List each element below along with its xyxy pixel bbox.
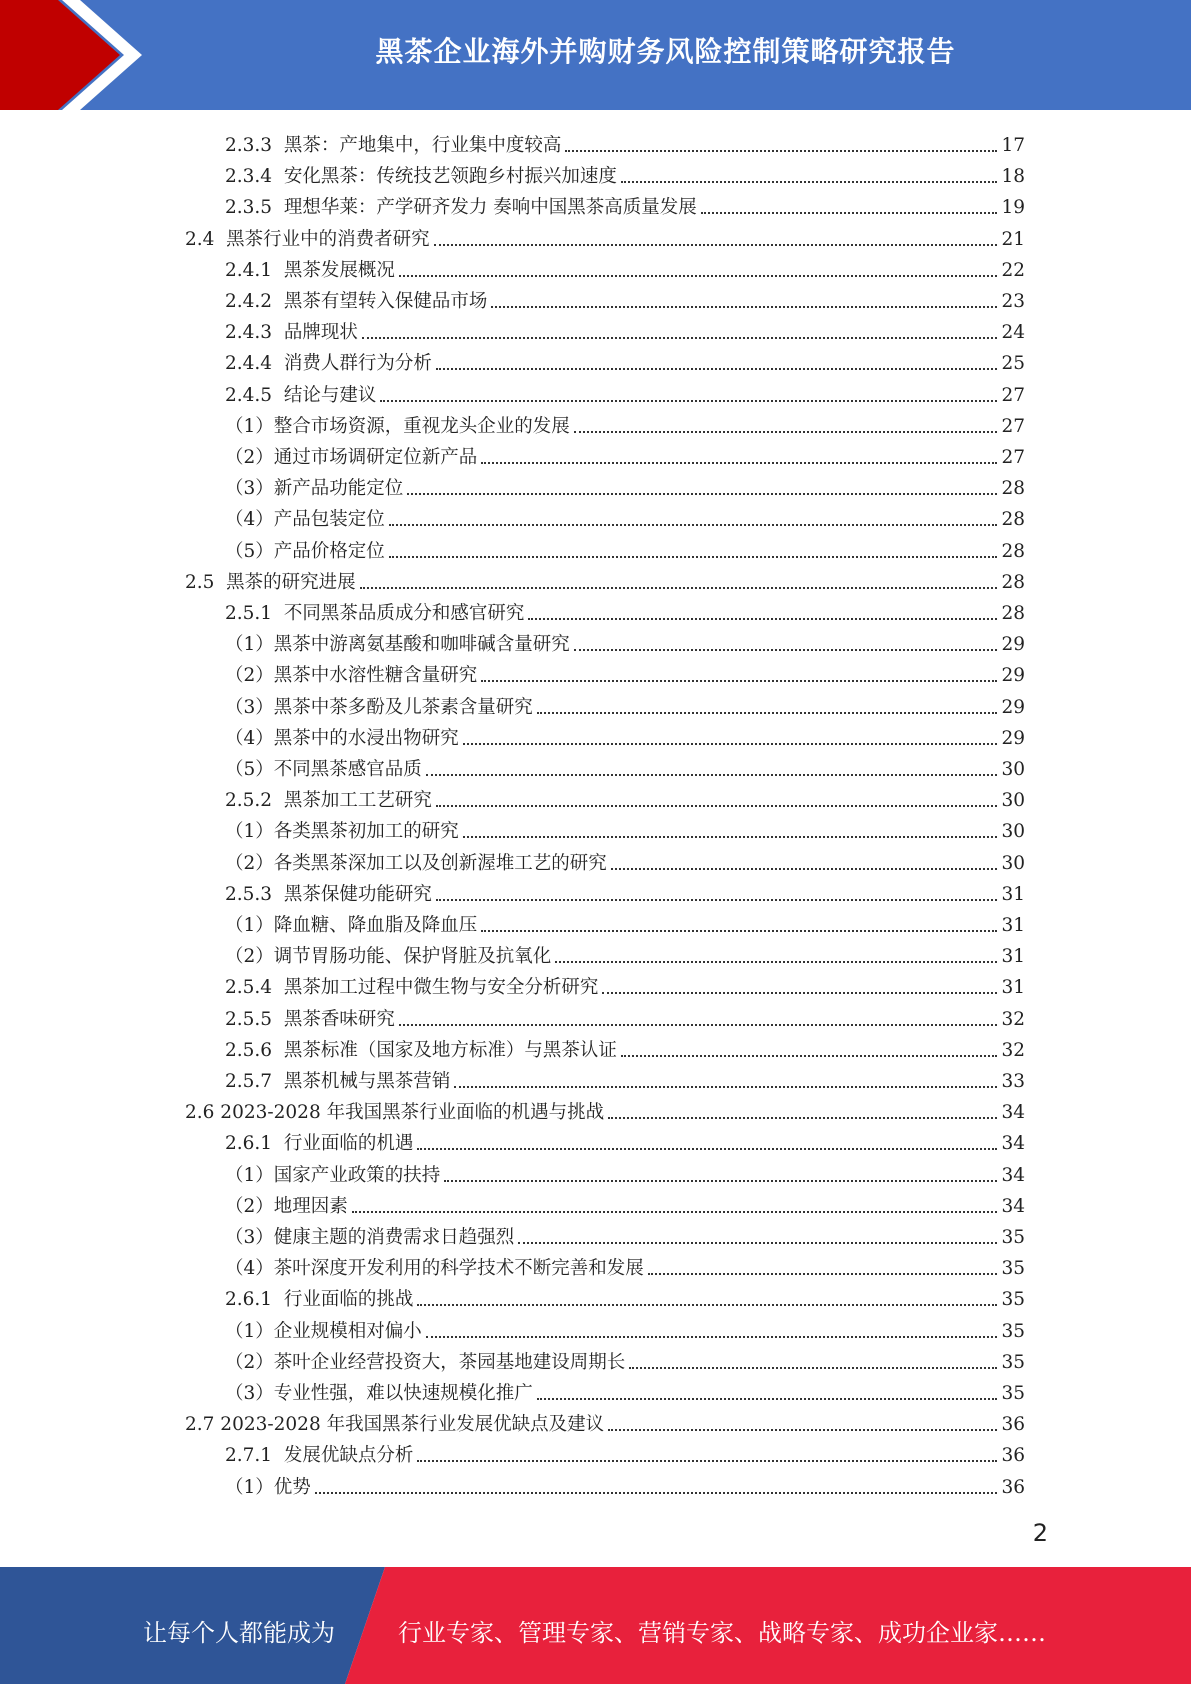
toc-dot-leader [389,523,998,526]
toc-entry[interactable] [225,1344,1025,1375]
toc-dot-leader [481,679,997,682]
toc-dot-leader [389,555,998,558]
toc-entry-label: 2.5.2 黑茶加工工艺研究 [225,790,432,812]
toc-entry-page: 17 [1001,135,1025,156]
toc-entry-label: （1）降血糖、降血脂及降血压 [225,915,478,936]
toc-entry-page: 23 [1001,291,1025,312]
toc-entry-page: 36 [1001,1476,1025,1498]
toc-entry[interactable] [225,751,1025,782]
toc-entry[interactable] [225,345,1025,376]
toc-entry-page: 28 [1001,540,1025,562]
toc-entry[interactable] [225,1063,1025,1094]
footer-slogan-left: 让每个人都能成为 [143,1619,335,1647]
toc-dot-leader [491,305,997,308]
toc-entry-label: 2.4.5 结论与建议 [225,384,377,406]
toc-dot-leader [621,1054,998,1057]
toc-entry[interactable] [225,1437,1025,1468]
toc-entry[interactable] [185,1094,1025,1125]
toc-entry-page: 21 [1001,228,1025,250]
toc-entry-page: 18 [1001,166,1025,188]
toc-entry-page: 27 [1001,415,1025,437]
toc-entry-page: 29 [1001,665,1025,687]
toc-entry[interactable] [225,595,1025,626]
toc-entry-label: （1）国家产业政策的扶持 [225,1164,441,1186]
toc-entry-page: 31 [1001,915,1025,936]
toc-entry[interactable] [225,377,1025,408]
toc-entry-label: 2.7.1 发展优缺点分析 [225,1445,414,1467]
toc-entry-page: 29 [1001,727,1025,749]
toc-entry-page: 27 [1001,384,1025,406]
toc-entry-label: 2.4.2 黑茶有望转入保健品市场 [225,291,488,312]
toc-dot-leader [417,1459,997,1462]
toc-dot-leader [444,1179,997,1182]
toc-entry-page: 31 [1001,883,1025,905]
toc-entry[interactable] [225,1313,1025,1344]
toc-entry-label: （3）健康主题的消费需求日趋强烈 [225,1227,515,1248]
page-header [0,0,1191,110]
toc-entry-label: 2.4 黑茶行业中的消费者研究 [185,228,430,250]
toc-entry-page: 31 [1001,977,1025,999]
toc-entry[interactable] [225,189,1025,220]
toc-entry[interactable] [225,408,1025,439]
toc-entry-page: 35 [1001,1351,1025,1373]
toc-entry-label: 2.5.3 黑茶保健功能研究 [225,883,432,905]
toc-entry[interactable] [225,720,1025,751]
toc-entry-label: （2）茶叶企业经营投资大，茶园基地建设周期长 [225,1351,626,1373]
toc-entry[interactable] [225,127,1025,158]
toc-entry-page: 22 [1001,259,1025,281]
toc-entry-label: （2）调节胃肠功能、保护肾脏及抗氧化 [225,946,552,968]
report-title: 黑茶企业海外并购财务风险控制策略研究报告 [375,35,956,68]
toc-entry[interactable] [225,907,1025,938]
toc-dot-leader [463,742,998,745]
toc-dot-leader [380,399,997,402]
toc-dot-leader [555,960,997,963]
footer-slogan-right: 行业专家、管理专家、营销专家、战略专家、成功企业家…… [398,1619,1046,1647]
toc-entry-page: 34 [1001,1102,1025,1124]
toc-entry[interactable] [225,689,1025,720]
toc-entry-page: 19 [1001,197,1025,219]
toc-entry[interactable] [225,1125,1025,1156]
toc-entry-page: 25 [1001,353,1025,375]
toc-dot-leader [611,867,998,870]
toc-entry[interactable] [225,813,1025,844]
toc-dot-leader [574,430,998,433]
toc-dot-leader [399,1023,998,1026]
toc-entry-page: 35 [1001,1227,1025,1248]
toc-entry-label: （4）产品包装定位 [225,509,385,531]
toc-dot-leader [315,1491,998,1494]
toc-dot-leader [434,243,998,246]
toc-entry-page: 35 [1001,1383,1025,1404]
toc-dot-leader [436,367,998,370]
toc-entry-label: 2.3.5 理想华莱：产学研齐发力 奏响中国黑茶高质量发展 [225,197,697,219]
toc-dot-leader [454,1085,997,1088]
toc-dot-leader [417,1147,997,1150]
toc-entry-page: 33 [1001,1071,1025,1092]
toc-dot-leader [537,711,998,714]
toc-entry-page: 34 [1001,1133,1025,1155]
toc-entry-label: 2.6.1 行业面临的挑战 [225,1289,414,1311]
toc-dot-leader [608,1116,997,1119]
toc-entry-page: 34 [1001,1164,1025,1186]
toc-entry[interactable] [225,501,1025,532]
toc-entry[interactable] [185,1406,1025,1437]
toc-entry-page: 35 [1001,1289,1025,1311]
toc-dot-leader [481,461,997,464]
toc-entry-page: 30 [1001,821,1025,843]
toc-entry[interactable] [225,439,1025,470]
toc-dot-leader [362,336,998,339]
toc-dot-leader [426,773,998,776]
toc-entry-page: 36 [1001,1445,1025,1467]
toc-entry-label: （1）优势 [225,1476,311,1498]
toc-dot-leader [629,1366,997,1369]
toc-dot-leader [352,1210,998,1213]
toc-entry-label: 2.7 2023-2028 年我国黑茶行业发展优缺点及建议 [185,1414,605,1436]
toc-entry[interactable] [225,657,1025,688]
toc-dot-leader [648,1272,998,1275]
toc-entry-page: 29 [1001,634,1025,656]
toc-entry-label: 2.5.7 黑茶机械与黑茶营销 [225,1071,451,1092]
toc-dot-leader [602,991,997,994]
toc-entry-page: 29 [1001,696,1025,718]
toc-dot-leader [528,617,997,620]
toc-entry-label: 2.6 2023-2028 年我国黑茶行业面临的机遇与挑战 [185,1102,605,1124]
page-number: 2 [1032,1519,1048,1547]
toc-entry[interactable] [225,533,1025,564]
toc-entry-label: （2）黑茶中水溶性糖含量研究 [225,665,478,687]
toc-entry-page: 28 [1001,509,1025,531]
toc-dot-leader [463,835,998,838]
toc-entry[interactable] [225,845,1025,876]
toc-entry[interactable] [225,252,1025,283]
toc-entry[interactable] [225,626,1025,657]
toc-entry-label: （1）各类黑茶初加工的研究 [225,821,459,843]
toc-entry-page: 31 [1001,946,1025,968]
toc-entry[interactable] [225,1188,1025,1219]
toc-dot-leader [426,1335,998,1338]
toc-entry[interactable] [225,1032,1025,1063]
toc-dot-leader [608,1428,997,1431]
toc-entry-page: 35 [1001,1320,1025,1342]
toc-entry-label: （2）地理因素 [225,1195,348,1217]
toc-entry[interactable] [225,938,1025,969]
toc-entry[interactable] [225,1250,1025,1281]
toc-entry-page: 30 [1001,790,1025,812]
toc-dot-leader [417,1303,997,1306]
toc-entry-page: 34 [1001,1195,1025,1217]
toc-entry-label: （3）新产品功能定位 [225,478,404,500]
toc-dot-leader [621,180,998,183]
toc-entry-page: 28 [1001,571,1025,593]
toc-entry[interactable] [225,1375,1025,1406]
toc-dot-leader [407,492,997,495]
toc-entry[interactable] [225,1219,1025,1250]
toc-dot-leader [565,149,997,152]
toc-entry[interactable] [225,1469,1025,1500]
toc-entry-label: （5）不同黑茶感官品质 [225,759,422,780]
toc-entry[interactable] [185,221,1025,252]
toc-entry-label: 2.5 黑茶的研究进展 [185,571,356,593]
toc-entry-page: 35 [1001,1258,1025,1280]
toc-entry[interactable] [185,564,1025,595]
toc-entry-label: （1）黑茶中游离氨基酸和咖啡碱含量研究 [225,634,570,656]
toc-entry-label: （1）整合市场资源，重视龙头企业的发展 [225,415,570,437]
toc-entry[interactable] [225,158,1025,189]
toc-dot-leader [481,929,997,932]
toc-entry-page: 27 [1001,447,1025,468]
toc-entry-label: 2.3.4 安化黑茶：传统技艺领跑乡村振兴加速度 [225,166,617,188]
toc-entry-label: （5）产品价格定位 [225,540,385,562]
toc-entry-label: 2.5.6 黑茶标准（国家及地方标准）与黑茶认证 [225,1039,617,1061]
toc-entry-page: 32 [1001,1039,1025,1061]
toc-entry-page: 36 [1001,1414,1025,1436]
toc-dot-leader [399,274,998,277]
toc-entry-label: （3）黑茶中茶多酚及儿茶素含量研究 [225,696,533,718]
toc-entry-label: 2.4.4 消费人群行为分析 [225,353,432,375]
toc-entry-label: 2.3.3 黑茶：产地集中，行业集中度较高 [225,135,562,156]
toc-dot-leader [574,648,998,651]
toc-entry-label: 2.6.1 行业面临的机遇 [225,1133,414,1155]
toc-entry[interactable] [225,1157,1025,1188]
toc-entry[interactable] [225,1001,1025,1032]
toc-entry[interactable] [225,470,1025,501]
toc-entry-label: （2）各类黑茶深加工以及创新渥堆工艺的研究 [225,852,607,874]
toc-dot-leader [436,898,998,901]
toc-entry-label: 2.5.1 不同黑茶品质成分和感官研究 [225,603,525,624]
toc-entry-page: 30 [1001,852,1025,874]
toc-dot-leader [701,211,998,214]
toc-entry-page: 32 [1001,1008,1025,1030]
toc-entry-label: （4）茶叶深度开发利用的科学技术不断完善和发展 [225,1258,644,1280]
toc-entry[interactable] [225,314,1025,345]
toc-dot-leader [537,1397,998,1400]
toc-entry-label: 2.5.4 黑茶加工过程中微生物与安全分析研究 [225,977,599,999]
header-arrow-decoration [0,0,150,110]
toc-entry-label: 2.5.5 黑茶香味研究 [225,1008,395,1030]
toc-entry-page: 28 [1001,603,1025,624]
toc-entry[interactable] [225,1281,1025,1312]
toc-entry-label: （2）通过市场调研定位新产品 [225,447,478,468]
toc-entry-page: 30 [1001,759,1025,780]
toc-entry-label: 2.4.1 黑茶发展概况 [225,259,395,281]
toc-entry[interactable] [225,969,1025,1000]
toc-entry-label: （4）黑茶中的水浸出物研究 [225,727,459,749]
toc-entry[interactable] [225,876,1025,907]
toc-entry-label: 2.4.3 品牌现状 [225,322,358,344]
toc-entry-page: 28 [1001,478,1025,500]
toc-entry-page: 24 [1001,322,1025,344]
toc-dot-leader [518,1241,997,1244]
toc-entry[interactable] [225,283,1025,314]
toc-dot-leader [360,586,998,589]
toc-entry-label: （1）企业规模相对偏小 [225,1320,422,1342]
toc-dot-leader [436,804,998,807]
toc-entry-label: （3）专业性强，难以快速规模化推广 [225,1383,533,1404]
toc-entry[interactable] [225,782,1025,813]
